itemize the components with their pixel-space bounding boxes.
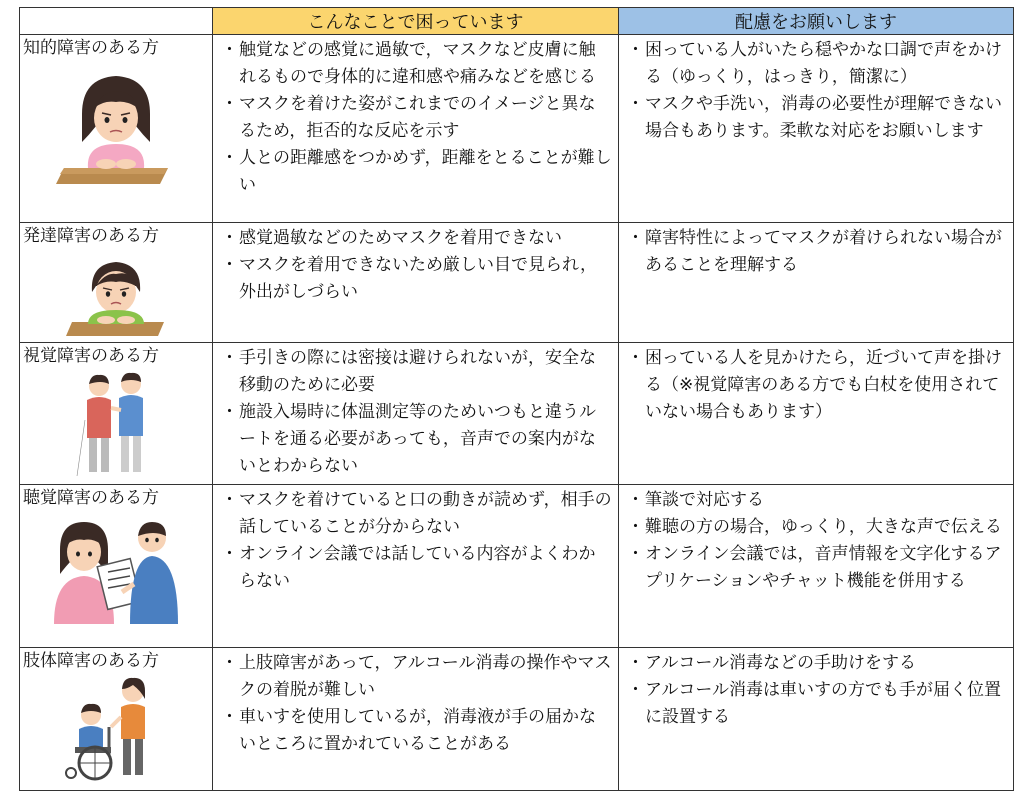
request-item: ・ アルコール消毒は車いすの方でも手が届く位置に設置する [627, 677, 1007, 731]
trouble-cell [213, 648, 619, 791]
trouble-item: ・ 感覚過敏などのためマスクを着用できない [221, 225, 612, 252]
row-intellectual [20, 35, 1014, 223]
request-item: ・ 困っている人を見かけたら，近づいて声を掛ける（※視覚障害のある方でも白杖を使用されていない場合もあります） [627, 345, 1007, 426]
category-title: 肢体障害のある方 [23, 651, 159, 671]
request-cell [619, 343, 1014, 485]
request-list [619, 223, 1013, 283]
boy-at-desk-icon [66, 252, 166, 340]
request-list [619, 648, 1013, 735]
category-cell [20, 485, 213, 648]
request-item: ・ 障害特性によってマスクが着けられない場合があることを理解する [627, 225, 1007, 279]
category-title: 聴覚障害のある方 [23, 488, 159, 508]
request-list [619, 35, 1013, 149]
trouble-item: ・ 施設入場時に体温測定等のためいつもと違うルートを通る必要があっても，音声での案内がないとわからない [221, 399, 612, 480]
wheelchair-assist-icon [61, 677, 171, 781]
category-title: 知的障害のある方 [23, 38, 159, 58]
trouble-item: ・ 触覚などの感覚に過敏で，マスクなど皮膚に触れるもので身体的に違和感や痛みなどを感じる [221, 37, 612, 91]
row-hearing [20, 485, 1014, 648]
header-row [20, 8, 1014, 35]
trouble-list [213, 35, 618, 203]
request-cell [619, 35, 1014, 223]
row-developmental [20, 223, 1014, 343]
request-list [619, 485, 1013, 599]
request-item: ・ マスクや手洗い，消毒の必要性が理解できない場合もあります。柔軟な対応をお願いします [627, 91, 1007, 145]
trouble-item: ・ 手引きの際には密接は避けられないが，安全な移動のために必要 [221, 345, 612, 399]
row-visual [20, 343, 1014, 485]
category-title: 視覚障害のある方 [23, 346, 159, 366]
category-cell [20, 343, 213, 485]
request-item: ・ 困っている人がいたら穏やかな口調で声をかける（ゆっくり，はっきり，簡潔に） [627, 37, 1007, 91]
category-cell [20, 648, 213, 791]
category-title: 発達障害のある方 [23, 226, 159, 246]
trouble-cell [213, 223, 619, 343]
request-cell [619, 648, 1014, 791]
guide-walking-icon [71, 372, 161, 478]
trouble-cell [213, 343, 619, 485]
writing-conversation-icon [46, 514, 186, 626]
trouble-item: ・ マスクを着けた姿がこれまでのイメージと異なるため，拒否的な反応を示す [221, 91, 612, 145]
trouble-list [213, 223, 618, 310]
trouble-list [213, 485, 618, 599]
request-list [619, 343, 1013, 430]
trouble-item: ・ オンライン会議では話している内容がよくわからない [221, 541, 612, 595]
header-trouble: こんなことで困っています [213, 8, 619, 35]
trouble-item: ・ 上肢障害があって，アルコール消毒の操作やマスクの着脱が難しい [221, 650, 612, 704]
request-item: ・ 筆談で対応する [627, 487, 1007, 514]
row-physical [20, 648, 1014, 791]
guidance-table [19, 7, 1014, 791]
request-item: ・ オンライン会議では，音声情報を文字化するアプリケーションやチャット機能を併用する [627, 541, 1007, 595]
request-item: ・ アルコール消毒などの手助けをする [627, 650, 1007, 677]
request-cell [619, 223, 1014, 343]
trouble-list [213, 648, 618, 762]
trouble-item: ・ マスクを着用できないため厳しい目で見られ，外出がしづらい [221, 252, 612, 306]
category-cell [20, 35, 213, 223]
trouble-item: ・ 人との距離感をつかめず，距離をとることが難しい [221, 145, 612, 199]
header-blank-cell [20, 8, 213, 35]
request-item: ・ 難聴の方の場合，ゆっくり，大きな声で伝える [627, 514, 1007, 541]
header-request: 配慮をお願いします [619, 8, 1014, 35]
trouble-item: ・ 車いすを使用しているが，消毒液が手の届かないところに置かれていることがある [221, 704, 612, 758]
request-cell [619, 485, 1014, 648]
trouble-cell [213, 485, 619, 648]
trouble-cell [213, 35, 619, 223]
person-at-desk-icon [56, 64, 176, 184]
trouble-item: ・ マスクを着けていると口の動きが読めず，相手の話していることが分からない [221, 487, 612, 541]
category-cell [20, 223, 213, 343]
trouble-list [213, 343, 618, 484]
